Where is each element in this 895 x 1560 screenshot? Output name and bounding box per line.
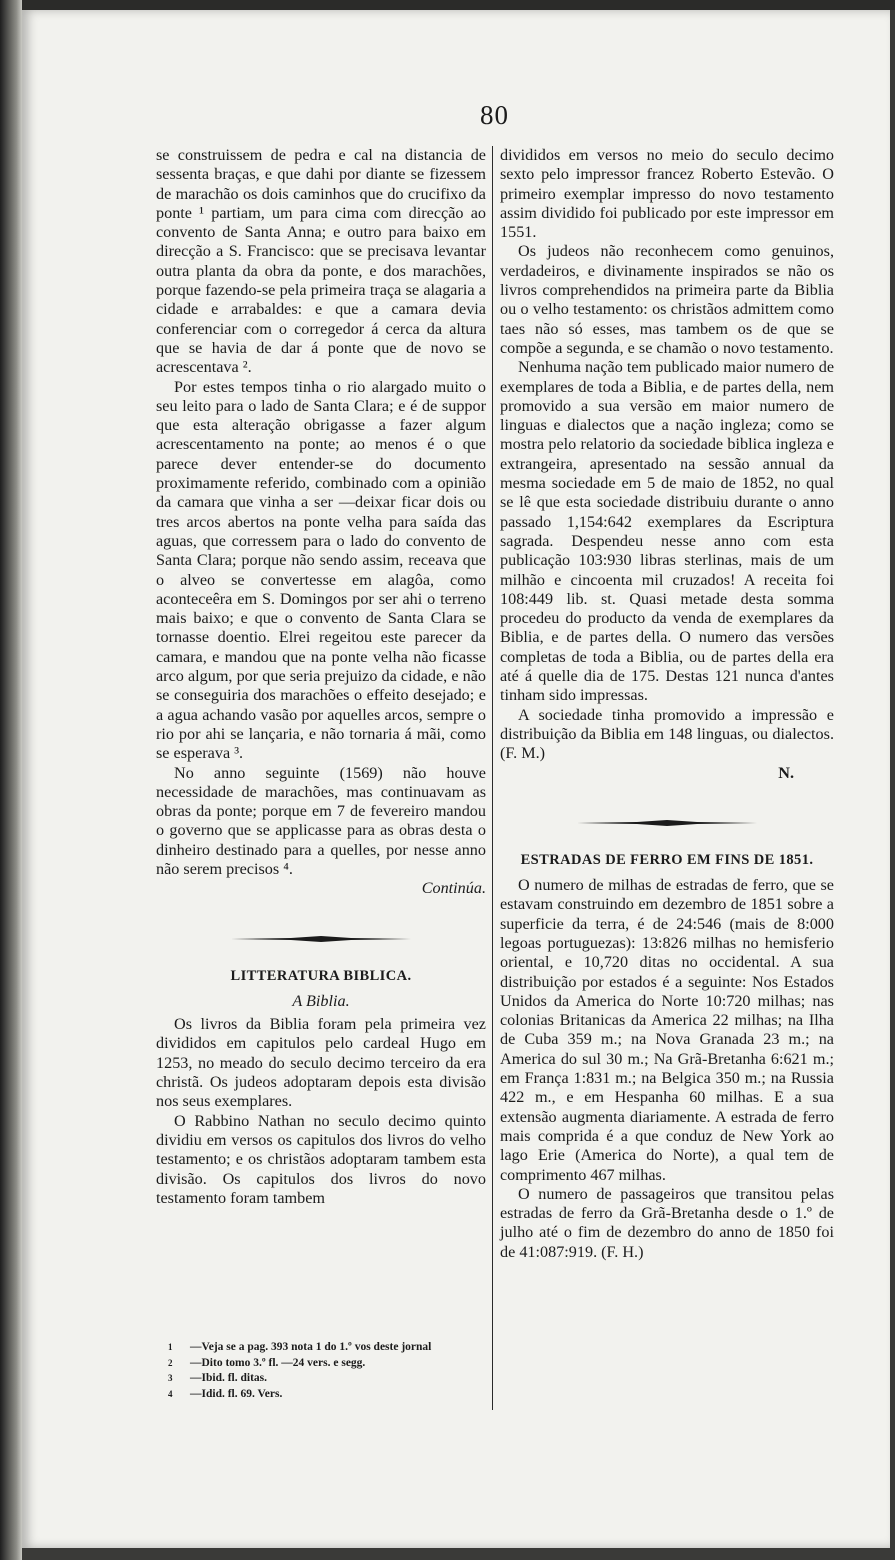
- footnote: [168, 1371, 488, 1387]
- book-spine-shadow: [0, 0, 22, 1560]
- section-subtitle: A Biblia.: [292, 991, 350, 1010]
- paragraph: No anno seguinte (1569) não houve necessidade de marachões, mas continuavam as obras da ponte; porque em 7 de fevereiro mandou o governo que se applicasse para as obras desta o dinheiro destinado para a quelles, por nesse anno não serem precisos ⁴.: [156, 763, 486, 878]
- footnote-mark: 2: [168, 1357, 173, 1368]
- paragraph: O Rabbino Nathan no seculo decimo quinto dividiu em versos os capitulos dos livros do velho testamento; e os christãos adoptaram tambem esta divisão. Os capitulos dos livros do novo testamento foram tambem: [156, 1111, 486, 1207]
- footnote-mark: 1: [168, 1342, 173, 1352]
- footnote-mark: 3: [168, 1373, 173, 1383]
- left-column: [156, 146, 486, 1208]
- paragraph: O numero de passageiros que transitou pelas estradas de ferro da Grã-Bretanha desde o 1.º de julho até o fim de dezembro do anno de 1850 foi de 41:087:919. (F. H.): [500, 1184, 834, 1261]
- footnote-text: —Veja se a pag. 393 nota 1 do 1.º vos deste jornal: [190, 1341, 432, 1353]
- footnote-text: —Ibid. fl. ditas.: [190, 1372, 268, 1384]
- paragraph: Nenhuma nação tem publicado maior numero de exemplares de toda a Biblia, e de partes della, nem promovido a sua versão em maior numero de linguas e dialectos que a nação ingleza; como se mostra pelo relatorio da sociedade biblica ingleza e extrangeira, apresentado na sessão annual da mesma sociedade em 5 de maio de 1852, no qual se lê que esta sociedade distribuiu durante o anno passado 1,154:642 exemplares da Escriptura sagrada. Despendeu nesse anno com esta publicação 103:930 libras sterlinas, mais de um milhão e cincoenta mil cruzados! A receita foi 108:449 lib. st. Quasi metade desta somma procedeu do producto da venda de exemplares da Biblia, e de partes della. O numero das versões completas de toda a Biblia, ou de partes della era até á quelle dia de 175. Destas 121 nunca d'antes tinham sido impressas.: [500, 358, 834, 705]
- footnote: [168, 1340, 488, 1356]
- ornamental-rule: [231, 935, 411, 943]
- footnote-mark: 4: [168, 1388, 173, 1399]
- section-title-estradas-de-ferro: ESTRADAS DE FERRO EM FINS DE 1851.: [520, 851, 814, 868]
- footnote-text: —Dito tomo 3.º fl. —24 vers. e segg.: [190, 1356, 366, 1369]
- right-column: [500, 146, 834, 1262]
- paragraph: Os livros da Biblia foram pela primeira vez divididos em capitulos pelo cardeal Hugo em 1253, no meado do seculo decimo terceiro da era christã. Os judeos adoptaram depois esta divisão nos seus exemplares.: [156, 1015, 486, 1111]
- scan-top-edge: [0, 0, 895, 10]
- section-title-litteratura-biblica: LITTERATURA BIBLICA.: [230, 967, 412, 984]
- paragraph: Os judeos não reconhecem como genuinos, verdadeiros, e divinamente inspirados se não os livros comprehendidos na primeira parte da Biblia ou o velho testamento: os christãos admittem como taes não só esses, mas tambem os de que se compõe a segunda, e se chamão o novo testamento.: [500, 242, 834, 357]
- paragraph: se construissem de pedra e cal na distancia de sessenta braças, e que dahi por diante se fizessem de marachão os dois caminhos que do crucifixo da ponte ¹ partiam, um para cima com direcção ao convento de Santa Anna; e outro para baixo em direcção a S. Francisco: que se precisava levantar outra planta da obra da ponte, e dos marachões, porque fazendo-se pela primeira traça se alagaria a cidade e arrabaldes: e que a camara devia conferenciar com o corregedor á cerca da altura que se havia de dar á ponte que de novo se acrescentava ².: [156, 146, 486, 377]
- footnote: [168, 1387, 488, 1403]
- paragraph: A sociedade tinha promovido a impressão e distribuição da Biblia em 148 linguas, ou dialectos. (F. M.): [500, 705, 834, 763]
- footnotes: [168, 1340, 488, 1402]
- footnote: [168, 1356, 488, 1372]
- column-divider: [492, 146, 493, 1410]
- paragraph: O numero de milhas de estradas de ferro, que se estavam construindo em dezembro de 1851 sobre a superficie da terra, é de 24:546 (mais de 8:000 legoas portuguezas): 13:826 milhas no hemisferio oriental, e 10,720 ditas no occidental. A sua distribuição por estados é a seguinte: Nos Estados Unidos da America do Norte 10:720 milhas; nas colonias Britanicas da America 22 milhas; na Ilha de Cuba 359 m.; na Nova Granada 23 m.; na America do sul 30 m.; Na Grã-Bretanha 6:621 m.; em França 1:831 m.; na Belgica 350 m.; na Russia 422 m., e em Hespanha 60 milhas. E a sua extensão augmenta diariamente. A estrada de ferro mais comprida é a que conduz de New York ao lago Erie (America do Norte), a qual tem de comprimento 467 milhas.: [500, 876, 834, 1184]
- footnote-text: —Idid. fl. 69. Vers.: [190, 1387, 283, 1400]
- page-number: 80: [480, 100, 509, 130]
- author-signature: N.: [778, 763, 794, 782]
- paragraph: divididos em versos no meio do seculo decimo sexto pelo impressor francez Roberto Estevão. O primeiro exemplar impresso do novo testamento assim dividido foi publicado por este impressor em 1551.: [500, 146, 834, 242]
- continua-note: Continúa.: [421, 879, 486, 898]
- paragraph: Por estes tempos tinha o rio alargado muito o seu leito para o lado de Santa Clara; e é de suppor que esta alteração obrigasse a fazer algum acrescentamento na ponte; ao menos é o que parece dever entender-se do documento proximamente referido, combinado com a opinião da camara que vinha a ser —deixar ficar dois ou tres arcos abertos na ponte velha para saída das aguas, que corressem para o lado do convento de Santa Clara; porque não sendo assim, receava que o alveo se convertesse em alagôa, como aconteceêra em S. Domingos por ser ahi o terreno mais baixo; e que o convento de Santa Clara se tornasse doentio. Elrei regeitou este parecer da camara, e mandou que na ponte velha não ficasse arco algum, por que seria prejuizo da cidade, e não se conseguiria dos marachões o effeito desejado; e a agua achando vasão por aquelles arcos, sempre o rio por ahi se lançaria, e não tornaria á mãi, como se esperava ³.: [156, 377, 486, 763]
- ornamental-rule: [577, 819, 757, 827]
